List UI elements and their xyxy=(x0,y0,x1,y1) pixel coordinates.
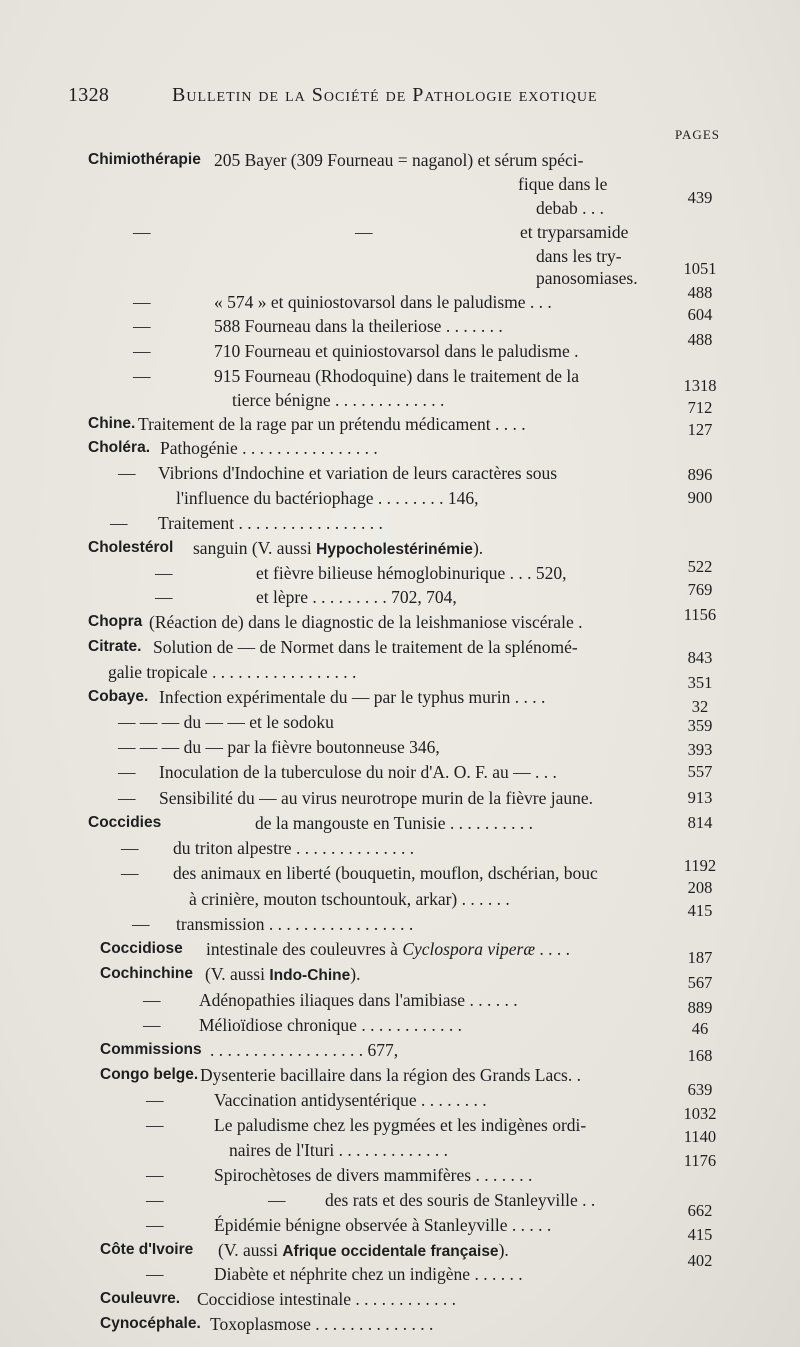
cross-reference-keyword: Indo-Chine xyxy=(269,967,351,984)
ditto-dash: — xyxy=(133,341,151,361)
entry-text-segment: des rats et des souris de Stanleyville . . xyxy=(325,1190,596,1210)
entry-text xyxy=(325,1188,595,1212)
entry-text xyxy=(189,887,510,911)
entry-text-segment: 588 Fourneau dans la theileriose . . . . . . . xyxy=(214,316,503,336)
page-number: 1328 xyxy=(68,84,110,106)
entry-text-segment: Le paludisme chez les pygmées et les indigènes ordi- xyxy=(214,1115,587,1135)
page-reference: 415 xyxy=(687,901,713,920)
entry-text xyxy=(159,786,593,810)
ditto-dash: — xyxy=(133,292,151,312)
entry-text xyxy=(214,1088,487,1112)
entry-text xyxy=(218,1238,509,1264)
ditto-dash: — xyxy=(118,762,136,782)
entry-keyword: Couleuvre. xyxy=(100,1290,181,1307)
page-reference: 567 xyxy=(687,973,713,992)
entry-keyword: Congo belge. xyxy=(100,1066,199,1083)
entry-text xyxy=(199,1013,462,1037)
ditto-dash: — xyxy=(146,1190,164,1210)
entry-text xyxy=(108,660,356,684)
entry-text xyxy=(214,1213,551,1237)
page-reference: 488 xyxy=(687,330,713,349)
entry-text xyxy=(193,536,483,562)
page-reference: 1156 xyxy=(683,605,717,624)
entry-text xyxy=(158,461,557,485)
entry-text-segment: panosomiases. xyxy=(536,268,638,288)
entry-keyword: Commissions xyxy=(100,1041,202,1058)
index-line xyxy=(0,1312,800,1336)
ditto-dash: — xyxy=(155,563,173,583)
entry-text xyxy=(159,685,545,709)
entry-text-segment: . . . . . . . . . . . . . . . . . . 677, xyxy=(210,1040,399,1060)
entry-text xyxy=(160,436,378,460)
entry-text xyxy=(153,635,578,659)
cross-reference-keyword: Afrique occidentale française xyxy=(282,1243,499,1260)
ditto-dash: — xyxy=(146,1264,164,1284)
entry-text xyxy=(206,937,570,961)
page-reference: 415 xyxy=(687,1225,713,1244)
entry-text-segment: de la mangouste en Tunisie . . . . . . . . . . xyxy=(255,813,534,833)
entry-keyword: Côte d'Ivoire xyxy=(100,1241,194,1258)
page-reference: 439 xyxy=(687,188,713,207)
entry-text-segment: 205 Bayer (309 Fourneau = naganol) et sérum spéci- xyxy=(214,150,584,170)
pages-column-label: PAGES xyxy=(675,127,720,142)
entry-keyword: Chimiothérapie xyxy=(88,151,201,168)
entry-text-tail: ). xyxy=(472,538,484,558)
entry-text xyxy=(536,244,622,268)
entry-text-segment: galie tropicale . . . . . . . . . . . . . . . . . xyxy=(108,662,357,682)
entry-text xyxy=(138,412,526,436)
entry-text xyxy=(210,1038,398,1062)
ditto-dash: — xyxy=(110,513,128,533)
ditto-dash: — xyxy=(121,863,139,883)
entry-text-segment: 915 Fourneau (Rhodoquine) dans le traitement de la xyxy=(214,366,579,386)
entry-text xyxy=(176,912,413,936)
page-reference: 187 xyxy=(687,948,713,967)
ditto-dash: — xyxy=(155,587,173,607)
entry-text xyxy=(256,585,457,609)
entry-text-segment: Sensibilité du — au virus neurotrope murin de la fièvre jaune. xyxy=(159,788,593,808)
entry-text xyxy=(199,988,518,1012)
entry-text-segment: debab . . . xyxy=(536,198,605,218)
entry-text-tail: ). xyxy=(350,964,361,984)
running-title: Bulletin de la Société de Pathologie exotique xyxy=(172,84,598,106)
entry-text-segment: Mélioïdiose chronique . . . . . . . . . . . . xyxy=(199,1015,462,1035)
entry-keyword: Coccidies xyxy=(88,814,162,831)
entry-text xyxy=(200,1063,581,1087)
ditto-dash: — xyxy=(133,366,151,386)
entry-text-segment: Diabète et néphrite chez un indigène . . . . . . xyxy=(214,1264,523,1284)
entry-text-segment: du triton alpestre . . . . . . . . . . . . . . xyxy=(173,838,415,858)
entry-text xyxy=(214,314,503,338)
entry-text-segment: et lèpre . . . . . . . . . 702, 704, xyxy=(256,587,457,607)
entry-text xyxy=(197,1287,456,1311)
entry-text-segment: (V. aussi xyxy=(205,964,265,984)
page-reference: 557 xyxy=(687,762,713,781)
entry-text xyxy=(214,1262,523,1286)
entry-text xyxy=(173,836,414,860)
entry-text-segment: (V. aussi xyxy=(218,1240,278,1260)
entry-keyword: Cochinchine xyxy=(100,965,194,982)
page-reference: 46 xyxy=(691,1019,709,1038)
ditto-dash: — xyxy=(118,788,136,808)
entry-text-segment: transmission . . . . . . . . . . . . . . . . . xyxy=(176,914,414,934)
entry-text-segment: intestinale des couleuvres à xyxy=(206,939,398,959)
entry-text-segment: Spirochètoses de divers mammifères . . . . . . . xyxy=(214,1165,533,1185)
ditto-dash: — xyxy=(146,1115,164,1135)
entry-text-tail: . . . . xyxy=(539,939,571,959)
page-reference: 488 xyxy=(687,283,713,302)
entry-text-tail: ). xyxy=(498,1240,509,1260)
page-reference: 402 xyxy=(687,1251,713,1270)
index-line xyxy=(0,511,800,535)
page-reference: 1318 xyxy=(683,376,717,395)
entry-text-segment: fique dans le xyxy=(518,174,608,194)
ditto-dash: — xyxy=(146,1215,164,1235)
entry-text xyxy=(214,148,583,172)
page-reference: 662 xyxy=(687,1201,713,1220)
entry-text xyxy=(214,1163,532,1187)
entry-text-segment: à crinière, mouton tschountouk, arkar) . . . . . . xyxy=(189,889,510,909)
entry-text xyxy=(173,861,598,885)
entry-text xyxy=(536,266,638,290)
entry-text xyxy=(229,1138,448,1162)
page-reference: 712 xyxy=(687,398,713,417)
entry-text xyxy=(520,220,628,244)
ditto-dash: — xyxy=(143,990,161,1010)
entry-keyword: Chopra xyxy=(88,613,143,630)
ditto-dash: — xyxy=(118,463,136,483)
page-reference: 1032 xyxy=(683,1104,717,1123)
entry-text-segment: Vaccination antidysentérique . . . . . . . . xyxy=(214,1090,487,1110)
italic-term: Cyclospora viperæ xyxy=(402,939,536,959)
entry-text-segment: et tryparsamide xyxy=(520,222,629,242)
ditto-dash: — xyxy=(133,316,151,336)
entry-text-segment: des animaux en liberté (bouquetin, mouflon, dschérian, bouc xyxy=(173,863,598,883)
entry-text xyxy=(256,561,567,585)
cross-reference-keyword: Hypocholestérinémie xyxy=(316,541,473,558)
page-reference: 889 xyxy=(687,998,713,1017)
entry-keyword: Cynocéphale. xyxy=(100,1315,201,1332)
entry-text-segment: tierce bénigne . . . . . . . . . . . . . xyxy=(232,390,445,410)
entry-text-segment: Traitement de la rage par un prétendu médicament . . . . xyxy=(138,414,526,434)
ditto-dash: — xyxy=(355,222,373,242)
entry-text xyxy=(149,610,582,634)
entry-text xyxy=(536,196,604,220)
entry-keyword: Citrate. xyxy=(88,638,142,655)
entry-text-segment: Inoculation de la tuberculose du noir d'A. O. F. au — . . . xyxy=(159,762,557,782)
page-reference: 900 xyxy=(687,488,713,507)
ditto-dash: — xyxy=(146,1165,164,1185)
entry-text-segment: « 574 » et quiniostovarsol dans le paludisme . . . xyxy=(214,292,552,312)
entry-text-segment: (Réaction de) dans le diagnostic de la leishmaniose viscérale . xyxy=(149,612,583,632)
entry-keyword: Cobaye. xyxy=(88,688,149,705)
page-reference: 208 xyxy=(687,878,713,897)
page-reference: 1140 xyxy=(683,1127,717,1146)
page-reference: 1176 xyxy=(683,1151,717,1170)
index-line xyxy=(0,148,800,172)
entry-text-segment: 710 Fourneau et quiniostovarsol dans le paludisme . xyxy=(214,341,579,361)
entry-text-segment: — — — du — — et le sodoku xyxy=(118,712,334,732)
entry-text-segment: Coccidiose intestinale . . . . . . . . . . . . xyxy=(197,1289,457,1309)
entry-text xyxy=(232,388,444,412)
page-reference: 896 xyxy=(687,465,713,484)
page-reference: 359 xyxy=(687,716,713,735)
entry-keyword: Coccidiose xyxy=(100,940,183,957)
page-reference: 1051 xyxy=(683,259,717,278)
entry-text-segment: Infection expérimentale du — par le typhus murin . . . . xyxy=(159,687,546,707)
entry-keyword: Choléra. xyxy=(88,439,151,456)
page-reference: 1192 xyxy=(683,856,717,875)
entry-text xyxy=(205,962,360,988)
ditto-dash: — xyxy=(143,1015,161,1035)
entry-text xyxy=(214,364,579,388)
entry-text xyxy=(159,760,557,784)
entry-text-segment: Épidémie bénigne observée à Stanleyville . . . . . xyxy=(214,1215,552,1235)
entry-text xyxy=(118,710,334,734)
entry-text-segment: sanguin (V. aussi xyxy=(193,538,312,558)
index-line xyxy=(0,1287,800,1311)
entry-text xyxy=(255,811,533,835)
page-reference: 522 xyxy=(687,557,713,576)
page-reference: 393 xyxy=(687,740,713,759)
entry-text-segment: l'influence du bactériophage . . . . . . . . 146, xyxy=(176,488,479,508)
page-reference: 814 xyxy=(687,813,713,832)
entry-text xyxy=(158,511,383,535)
ditto-dash: — xyxy=(121,838,139,858)
page-reference: 351 xyxy=(687,673,713,692)
page-reference: 913 xyxy=(687,788,713,807)
entry-text xyxy=(210,1312,433,1336)
entry-text xyxy=(176,486,479,510)
entry-text xyxy=(118,735,440,759)
entry-text-segment: naires de l'Ituri . . . . . . . . . . . . . xyxy=(229,1140,448,1160)
page-reference: 639 xyxy=(687,1080,713,1099)
entry-text xyxy=(214,339,579,363)
index-line xyxy=(0,220,800,244)
entry-text-segment: Vibrions d'Indochine et variation de leurs caractères sous xyxy=(158,463,558,483)
entry-text-segment: Pathogénie . . . . . . . . . . . . . . . . xyxy=(160,438,378,458)
page-reference: 604 xyxy=(687,305,713,324)
entry-text xyxy=(214,290,552,314)
entry-text-segment: Traitement . . . . . . . . . . . . . . . . . xyxy=(158,513,383,533)
page-reference: 769 xyxy=(687,580,713,599)
entry-text-segment: Toxoplasmose . . . . . . . . . . . . . . xyxy=(210,1314,434,1334)
page-reference: 168 xyxy=(687,1046,713,1065)
ditto-dash: — xyxy=(132,914,150,934)
ditto-dash: — xyxy=(146,1090,164,1110)
page-reference: 32 xyxy=(691,697,709,716)
entry-text xyxy=(214,1113,586,1137)
entry-text-segment: et fièvre bilieuse hémoglobinurique . . . 520, xyxy=(256,563,567,583)
entry-text-segment: Solution de — de Normet dans le traitement de la splénomé- xyxy=(153,637,578,657)
entry-text xyxy=(518,172,607,196)
ditto-dash: — xyxy=(268,1190,286,1210)
ditto-dash: — xyxy=(133,222,151,242)
page-reference: 843 xyxy=(687,648,713,667)
entry-text-segment: dans les try- xyxy=(536,246,622,266)
entry-text-segment: — — — du — par la fièvre boutonneuse 346, xyxy=(118,737,440,757)
entry-keyword: Chine. xyxy=(88,415,136,432)
entry-text-segment: Dysenterie bacillaire dans la région des Grands Lacs. . xyxy=(200,1065,581,1085)
entry-keyword: Cholestérol xyxy=(88,539,174,556)
entry-text-segment: Adénopathies iliaques dans l'amibiase . . . . . . xyxy=(199,990,518,1010)
page-reference: 127 xyxy=(687,420,713,439)
